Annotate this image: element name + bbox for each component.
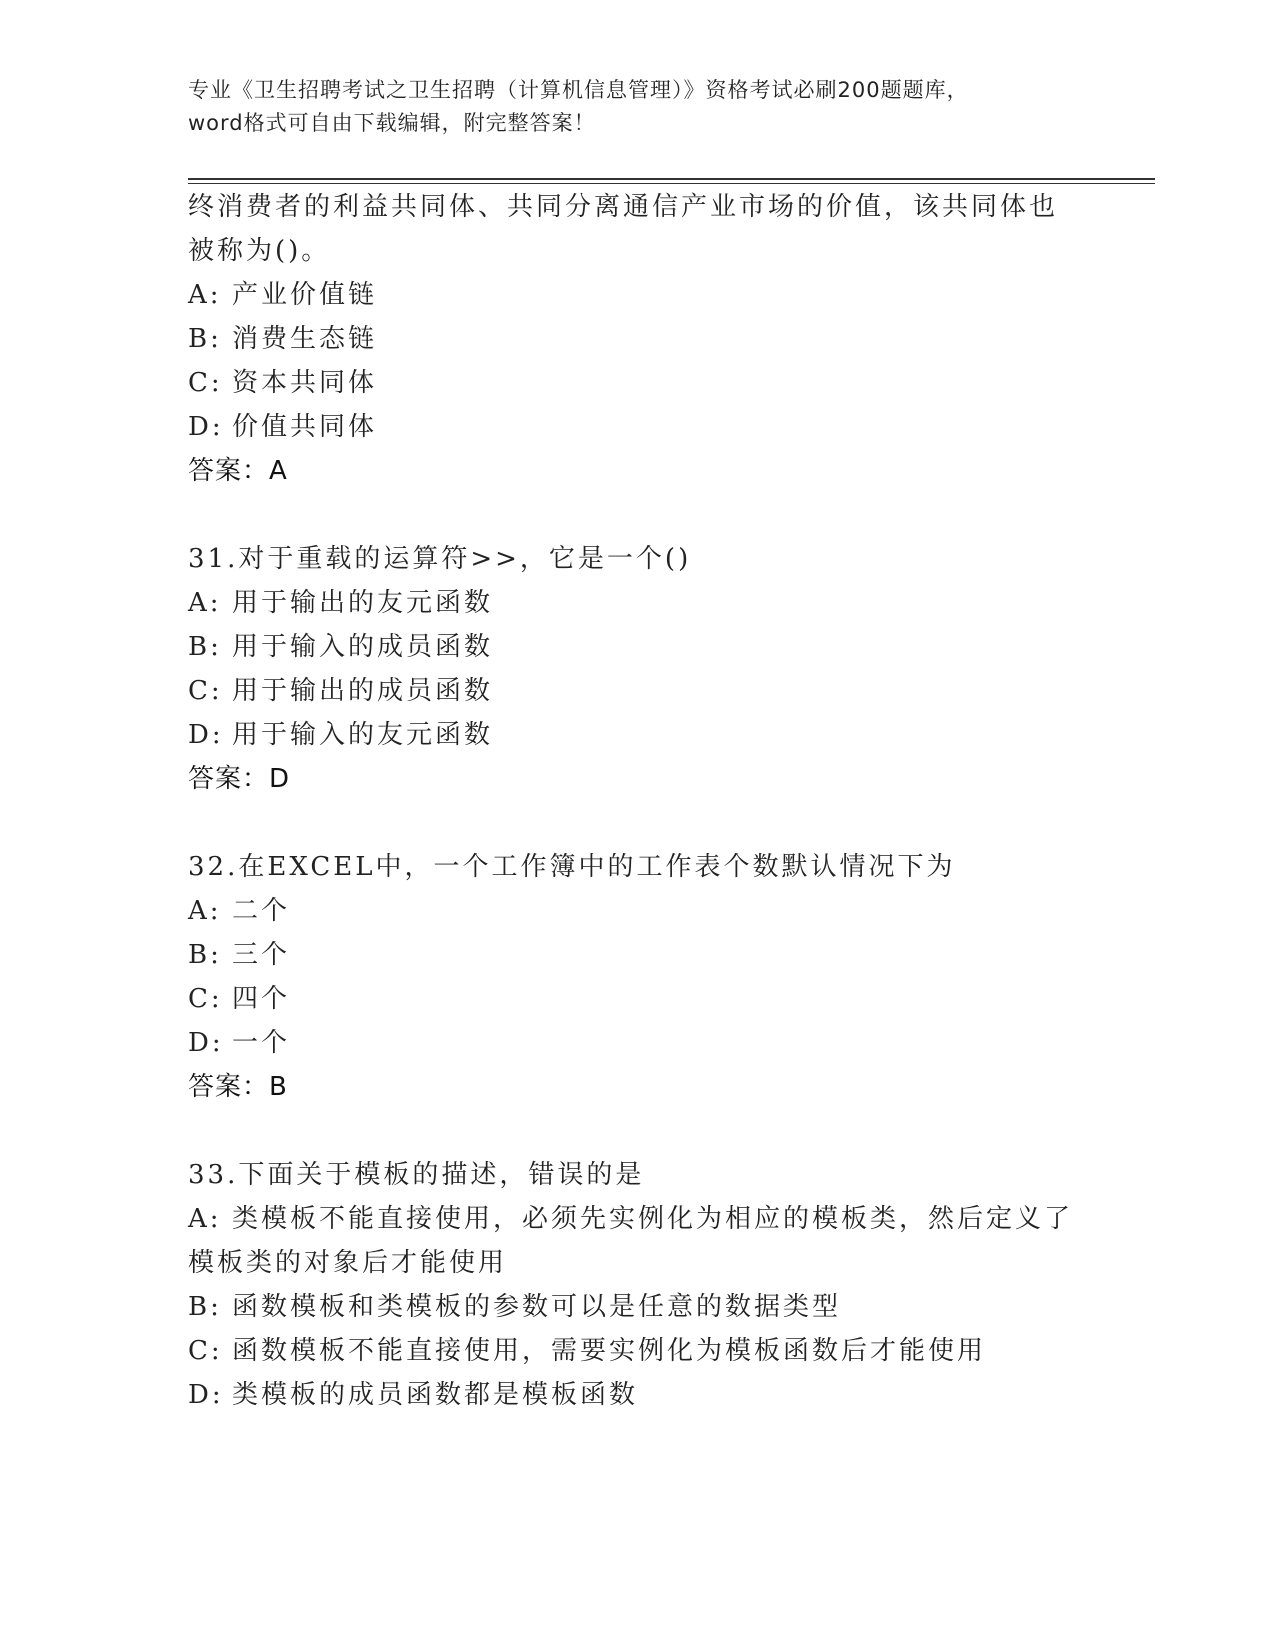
option-text: 四个: [232, 984, 291, 1014]
option-text: 三个: [232, 940, 291, 970]
question-33-stem: 33.下面关于模板的描述，错误的是: [188, 1160, 645, 1190]
answer-line: 答案：D: [188, 764, 291, 794]
answer-line: 答案：A: [188, 456, 288, 486]
option-letter: A:: [188, 588, 222, 618]
option-a: [188, 274, 377, 311]
answer-line: 答案：B: [188, 1072, 288, 1102]
option-letter: A:: [188, 280, 222, 310]
question-31-stem: 31.对于重载的运算符>>，它是一个(): [188, 544, 692, 574]
option-b: [188, 934, 290, 971]
option-letter: D:: [188, 1028, 224, 1058]
question-continuation-line-2: 被称为()。: [188, 236, 331, 266]
option-a: [188, 1198, 1073, 1235]
option-letter: B:: [188, 940, 222, 970]
option-text: 用于输出的友元函数: [232, 588, 494, 618]
option-letter: C:: [188, 1336, 223, 1366]
option-text: 类模板的成员函数都是模板函数: [232, 1380, 639, 1410]
question-continuation-line-1: 终消费者的利益共同体、共同分离通信产业市场的价值，该共同体也: [188, 192, 1059, 222]
option-letter: D:: [188, 412, 224, 442]
option-c: [188, 670, 493, 707]
option-letter: B:: [188, 324, 222, 354]
option-text: 用于输出的成员函数: [232, 676, 494, 706]
option-text: 产业价值链: [232, 280, 378, 310]
option-b: [188, 626, 493, 663]
option-letter: C:: [188, 676, 223, 706]
option-text: 价值共同体: [232, 412, 378, 442]
header-title-line-2: word格式可自由下载编辑，附完整答案！: [188, 111, 596, 135]
header-divider-thick: [188, 178, 1155, 180]
option-c: [188, 362, 377, 399]
option-b: [188, 318, 377, 355]
option-d: [188, 1374, 638, 1411]
option-d: [188, 714, 493, 751]
option-text: 二个: [232, 896, 291, 926]
option-c: [188, 978, 290, 1015]
option-c: [188, 1330, 986, 1367]
option-text: 消费生态链: [232, 324, 378, 354]
option-text: 一个: [232, 1028, 291, 1058]
document-header: [188, 74, 1088, 140]
option-text: 资本共同体: [232, 368, 378, 398]
header-title-line-1: 专业《卫生招聘考试之卫生招聘（计算机信息管理）》资格考试必刷200题题库，: [188, 78, 969, 102]
option-a: [188, 582, 493, 619]
option-letter: A:: [188, 896, 222, 926]
option-letter: D:: [188, 720, 224, 750]
option-a: [188, 890, 290, 927]
option-text: 用于输入的成员函数: [232, 632, 494, 662]
option-letter: C:: [188, 984, 223, 1014]
question-32-stem: 32.在EXCEL中，一个工作簿中的工作表个数默认情况下为: [188, 852, 956, 882]
option-letter: A:: [188, 1204, 222, 1234]
option-letter: D:: [188, 1380, 224, 1410]
option-a-continuation: 模板类的对象后才能使用: [188, 1248, 508, 1278]
option-letter: B:: [188, 632, 222, 662]
option-d: [188, 406, 377, 443]
option-text: 函数模板不能直接使用，需要实例化为模板函数后才能使用: [232, 1336, 987, 1366]
option-d: [188, 1022, 290, 1059]
option-text: 用于输入的友元函数: [232, 720, 494, 750]
option-letter: C:: [188, 368, 223, 398]
option-b: [188, 1286, 841, 1323]
option-text: 函数模板和类模板的参数可以是任意的数据类型: [232, 1292, 842, 1322]
option-letter: B:: [188, 1292, 222, 1322]
header-divider-thin: [188, 183, 1155, 184]
option-text: 类模板不能直接使用，必须先实例化为相应的模板类，然后定义了: [232, 1204, 1074, 1234]
